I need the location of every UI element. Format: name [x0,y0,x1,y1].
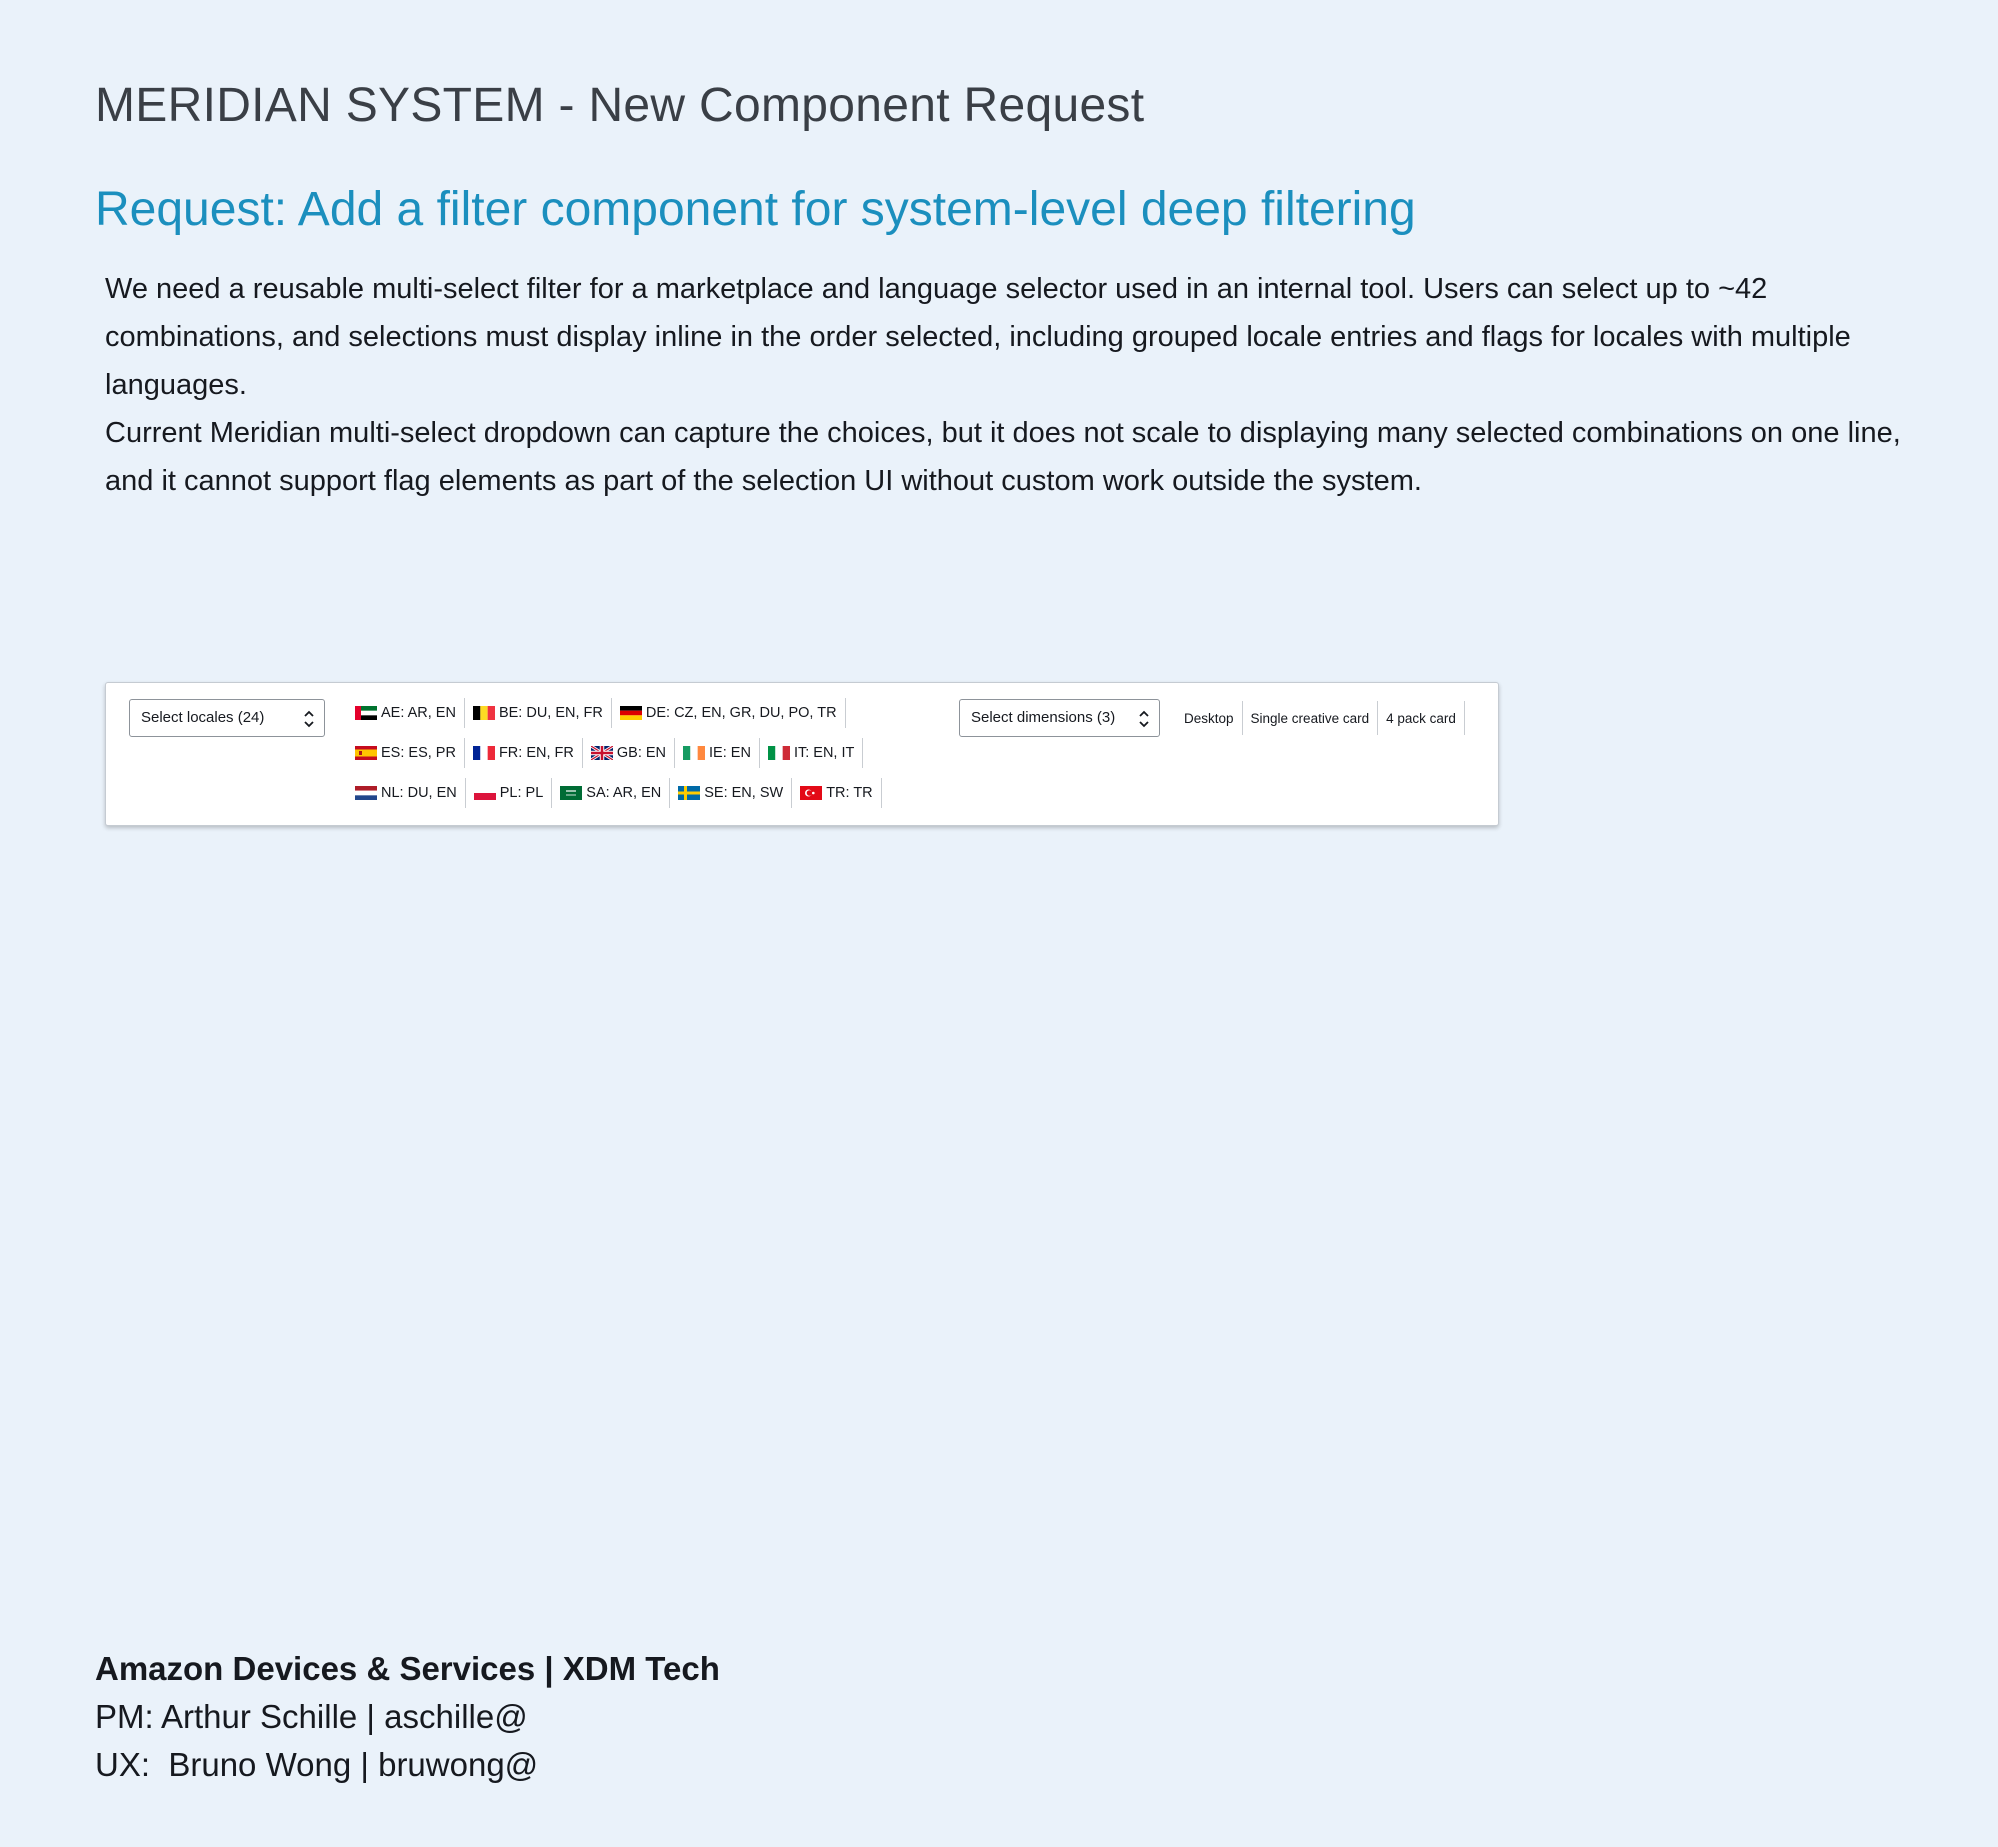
locale-chip-fr[interactable] [465,738,583,768]
locale-chip-label: AE: AR, EN [381,705,456,721]
chevron-up-down-icon [1138,709,1150,729]
dimension-chip-4-pack-card[interactable]: 4 pack card [1378,701,1465,735]
dimensions-select[interactable] [959,699,1160,737]
ae-flag-icon [355,706,377,720]
es-flag-icon [355,746,377,760]
locale-chip-gb[interactable] [583,738,675,768]
locale-chip-label: FR: EN, FR [498,745,574,761]
description-paragraph: Current Meridian multi-select dropdown can capture the choices, but it does not scale to displaying many selected combinations on one line, and it cannot support flag elements as part of the selection UI without custom work outside the system. [105,417,1901,497]
locale-chip-row [347,738,863,768]
description-paragraph: We need a reusable multi-select filter for a marketplace and language selector used in an internal tool. Users can select up to ~42 combinations, and selections must display inline in the order selected, including grouped locale entries and flags for locales with multiple languages. [105,273,1851,401]
footer-org: Amazon Devices & Services | XDM Tech [95,1650,720,1687]
locale-chip-de[interactable] [612,698,846,728]
locale-chip-tr[interactable] [792,778,881,808]
locale-chip-label: IT: EN, IT [793,745,855,761]
dimensions-select-label: Select dimensions (3) [971,709,1116,726]
locale-chip-label: IE: EN [709,745,751,761]
locale-chip-nl[interactable] [347,778,466,808]
locale-chip-be[interactable] [465,698,612,728]
gb-flag-icon [591,746,613,760]
locale-chip-pl[interactable] [466,778,553,808]
dimension-chip-row [1176,699,1465,737]
pl-flag-icon [474,786,496,800]
tr-flag-icon [800,786,822,800]
locale-chip-label: GB: EN [616,745,667,761]
locale-chip-es[interactable] [347,738,465,768]
footer-ux: UX: Bruno Wong | bruwong@ [95,1746,539,1783]
sa-flag-icon [560,786,582,800]
locale-chip-label: SE: EN, SW [704,785,784,801]
locale-chip-row [347,778,882,808]
locales-select-label: Select locales (24) [141,709,265,726]
locale-chip-row [347,698,846,728]
page-title: MERIDIAN SYSTEM - New Component Request [95,79,1145,132]
footer [95,1645,720,1789]
locale-chip-se[interactable] [670,778,792,808]
locales-select[interactable] [129,699,325,737]
request-title: Request: Add a filter component for system-level deep filtering [95,183,1416,236]
locale-chip-label: NL: DU, EN [381,785,457,801]
locale-chip-it[interactable] [760,738,863,768]
dimension-chip-desktop[interactable]: Desktop [1176,701,1243,735]
request-description [105,265,1905,505]
locale-chip-label: ES: ES, PR [381,745,456,761]
ie-flag-icon [683,746,705,760]
be-flag-icon [473,706,495,720]
de-flag-icon [620,706,642,720]
chevron-up-down-icon [303,709,315,729]
dimension-chip-single-creative-card[interactable]: Single creative card [1243,701,1379,735]
locale-chip-sa[interactable] [552,778,670,808]
fr-flag-icon [473,746,495,760]
locale-chip-label: SA: AR, EN [586,785,662,801]
se-flag-icon [678,786,700,800]
locale-chip-label: PL: PL [499,785,544,801]
locale-chip-label: TR: TR [826,785,873,801]
footer-pm: PM: Arthur Schille | aschille@ [95,1698,528,1735]
nl-flag-icon [355,786,377,800]
locale-chip-label: DE: CZ, EN, GR, DU, PO, TR [645,705,837,721]
locale-chip-ae[interactable] [347,698,465,728]
filter-panel [105,682,1499,826]
locale-chip-label: BE: DU, EN, FR [498,705,603,721]
it-flag-icon [768,746,790,760]
locale-chip-ie[interactable] [675,738,760,768]
